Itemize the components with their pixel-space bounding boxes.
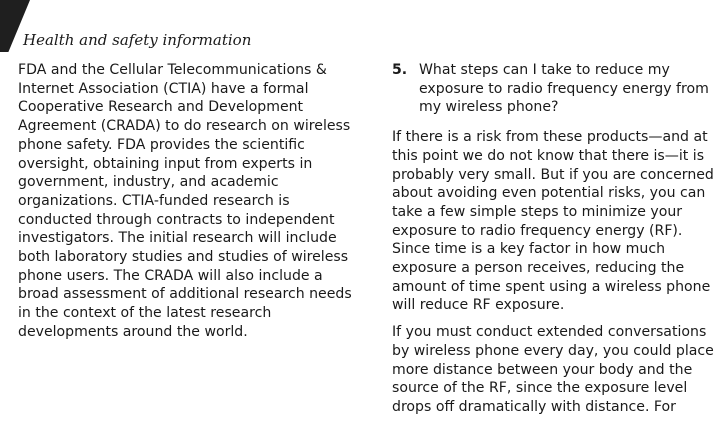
- question-text: What steps can I take to reduce my exposure to radio frequency energy from my wireless phone?: [419, 62, 709, 116]
- question-item: [392, 61, 722, 117]
- left-column: [18, 61, 354, 350]
- section-title: Health and safety information: [23, 31, 252, 49]
- page-header: [0, 0, 722, 60]
- question-number: 5.: [392, 62, 408, 78]
- right-column: [392, 61, 722, 425]
- answer-paragraph-1: If there is a risk from these products—and at this point we do not know that there is—it is probably very small. But if you are concerned about avoiding even potential risks, you can take a few simple steps to minimize your exposure to radio frequency energy (RF). Since time is a key factor in how much exposure a person receives, reducing the amount of time spent using a wireless phone will reduce RF exposure.: [392, 129, 714, 314]
- cradа-paragraph: FDA and the Cellular Telecommunications & Internet Association (CTIA) have a formal Cooperative Research and Development Agreement (CRADA) to do research on wireless phone safety. FDA provides the scientific oversight, obtaining input from experts in government, industry, and academic organizations. CTIA-funded research is conducted through contracts to independent investigators. The initial research will include both laboratory studies and studies of wireless phone users. The CRADA will also include a broad assessment of additional research needs in the context of the latest research developments around the world.: [18, 62, 352, 340]
- answer-paragraph-2: If you must conduct extended conversations by wireless phone every day, you could place more distance between your body and the source of the RF, since the exposure level drops off dramatically with distance. For: [392, 324, 714, 415]
